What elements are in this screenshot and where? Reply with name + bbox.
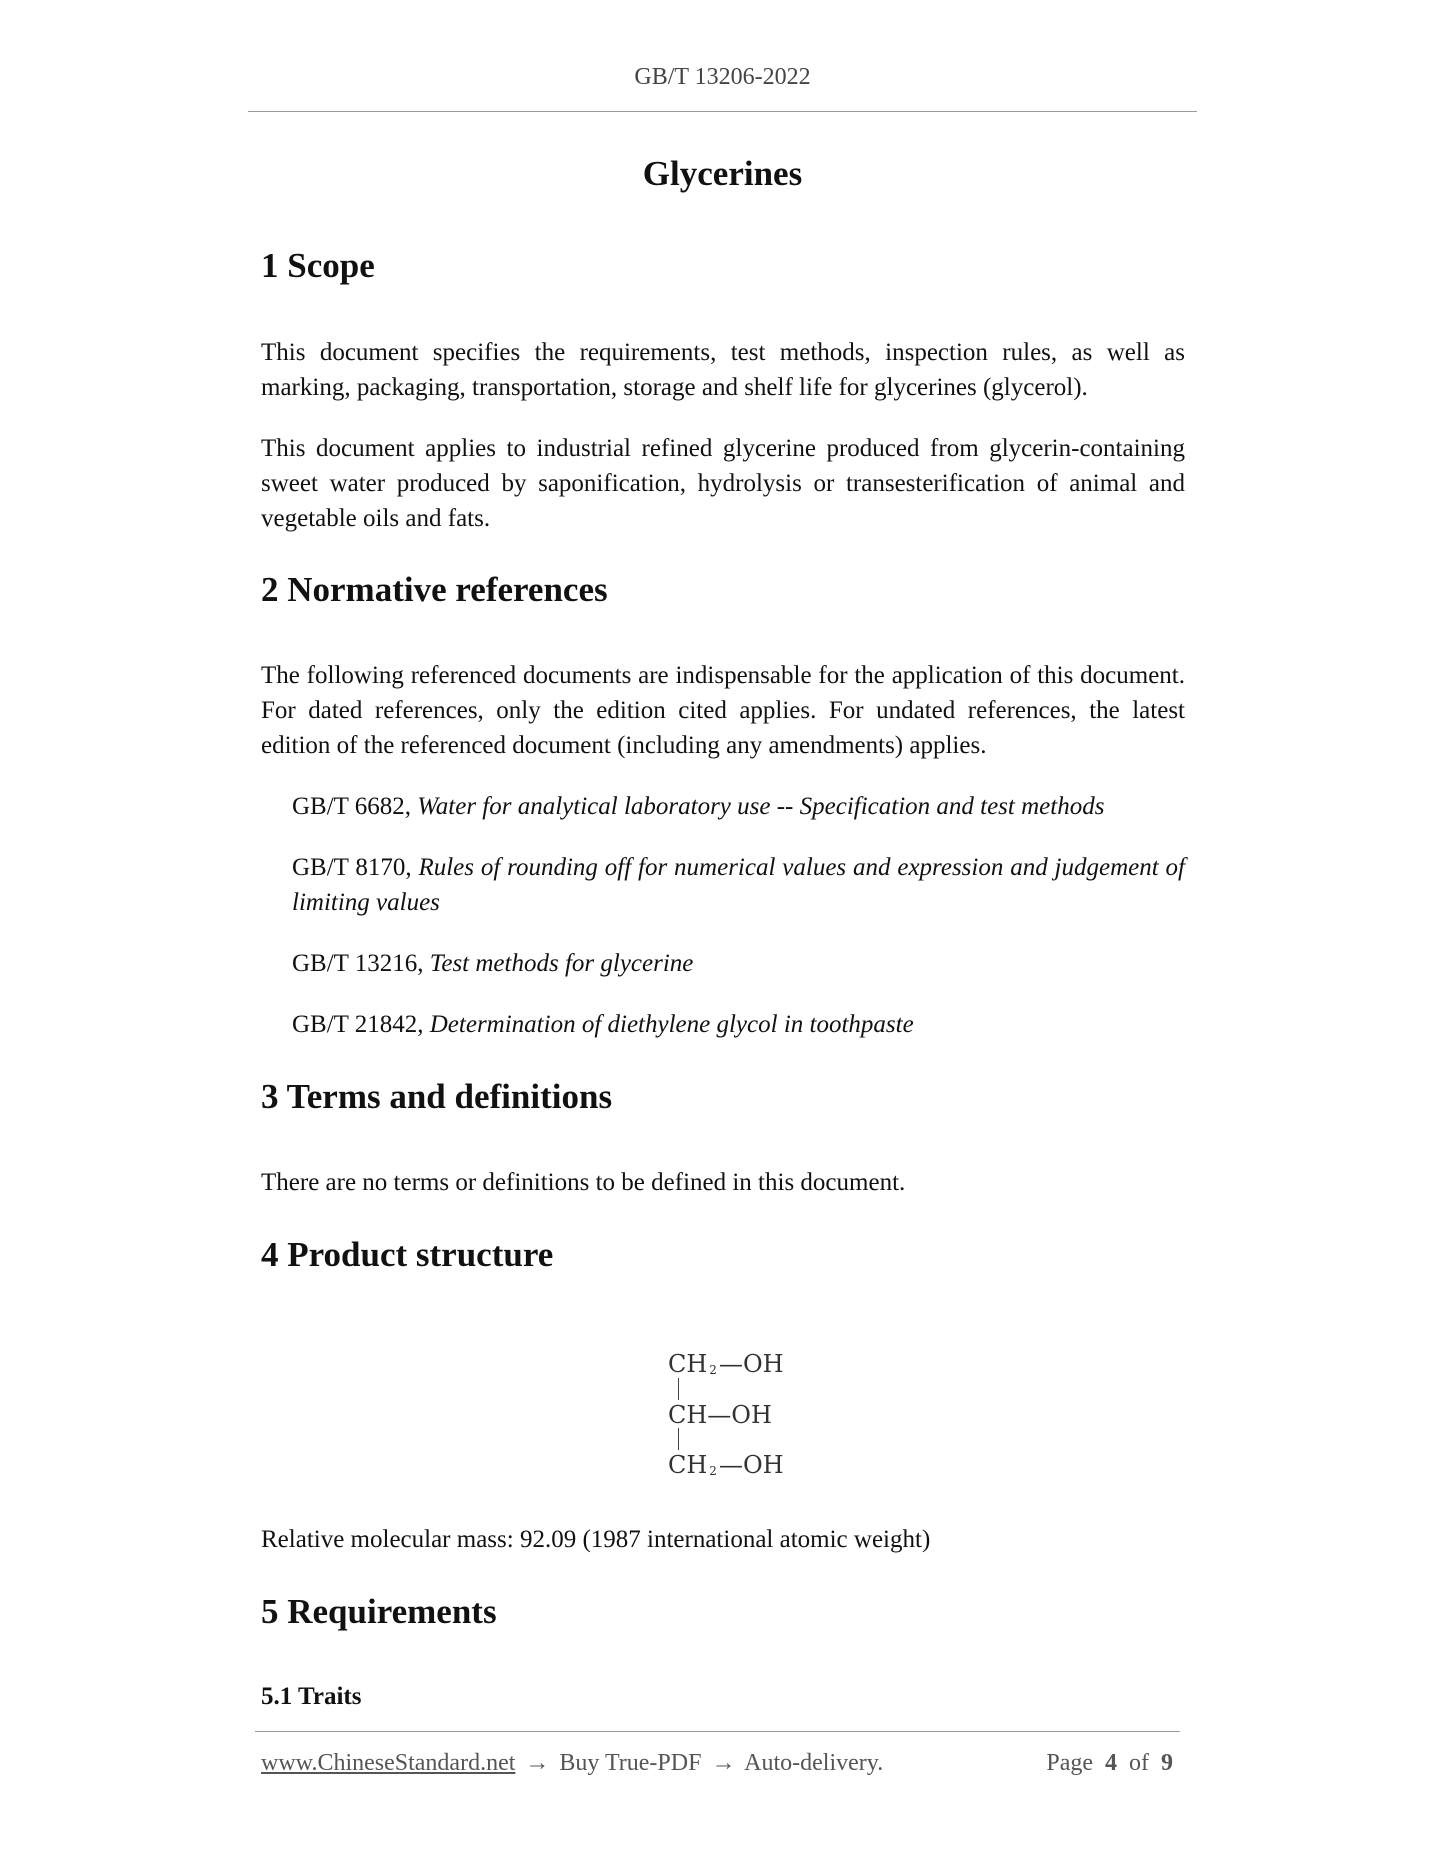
page-number: 4: [1105, 1750, 1117, 1776]
reference-item: [292, 850, 1185, 920]
page-indicator: [1046, 1750, 1179, 1777]
reference-title: Test methods for glycerine: [429, 950, 694, 977]
header-divider: [248, 111, 1197, 112]
reference-title: Rules of rounding off for numerical values and expression and judgement of limiting values: [292, 854, 1185, 916]
reference-code: GB/T 6682,: [292, 793, 411, 820]
subsection-heading-traits: 5.1 Traits: [261, 1683, 362, 1710]
formula-row-3: CH $_2$—OH: [668, 1451, 784, 1479]
formula-row-1: CH $_2$—OH: [668, 1350, 784, 1378]
molecular-mass-text: Relative molecular mass: 92.09 (1987 international atomic weight): [261, 1526, 931, 1553]
arrow-right-icon: →: [711, 1750, 736, 1776]
section-heading-terms: 3 Terms and definitions: [261, 1077, 613, 1116]
scope-paragraph-1: This document specifies the requirements, test methods, inspection rules, as well as marking, packaging, transportation, storage and shelf life for glycerines (glycerol).: [261, 339, 1185, 401]
reference-item: [292, 1007, 1185, 1042]
page-header: GB/T 13206-2022: [634, 64, 811, 90]
reference-code: GB/T 13216,: [292, 950, 424, 977]
formula-bond-1: [678, 1378, 679, 1400]
of-label: of: [1129, 1750, 1149, 1776]
formula-bond-2: [678, 1428, 679, 1450]
auto-delivery-text: Auto-delivery.: [744, 1750, 884, 1776]
section-heading-normative-references: 2 Normative references: [261, 570, 608, 609]
section-heading-product-structure: 4 Product structure: [261, 1235, 554, 1274]
document-title: Glycerines: [642, 154, 803, 193]
buy-pdf-text: Buy True-PDF: [559, 1750, 702, 1776]
website-link[interactable]: www.ChineseStandard.net: [261, 1750, 516, 1776]
page-label: Page: [1046, 1750, 1093, 1776]
reference-item: [292, 789, 1185, 824]
reference-title: Water for analytical laboratory use -- Specification and test methods: [417, 793, 1105, 820]
reference-code: GB/T 8170,: [292, 854, 412, 881]
formula-row-2: CH—OH: [668, 1401, 772, 1429]
footer-divider: [255, 1731, 1180, 1732]
glycerol-structural-formula: [668, 1352, 808, 1486]
normative-intro: The following referenced documents are indispensable for the application of this document. For dated references, only the edition cited applies. For undated references, the latest edition of the referenced document (including any amendments) applies.: [261, 662, 1185, 759]
arrow-right-icon: →: [525, 1750, 550, 1776]
section-heading-requirements: 5 Requirements: [261, 1592, 497, 1631]
page-footer: [261, 1750, 1179, 1777]
reference-title: Determination of diethylene glycol in toothpaste: [429, 1011, 914, 1038]
section-heading-scope: 1 Scope: [261, 246, 375, 285]
reference-code: GB/T 21842,: [292, 1011, 424, 1038]
scope-paragraph-2: This document applies to industrial refined glycerine produced from glycerin-containing sweet water produced by saponification, hydrolysis or transesterification of animal and vegetable oils and fats.: [261, 435, 1185, 532]
reference-item: [292, 946, 1185, 981]
terms-text: There are no terms or definitions to be defined in this document.: [261, 1169, 906, 1196]
page-total: 9: [1161, 1750, 1173, 1776]
